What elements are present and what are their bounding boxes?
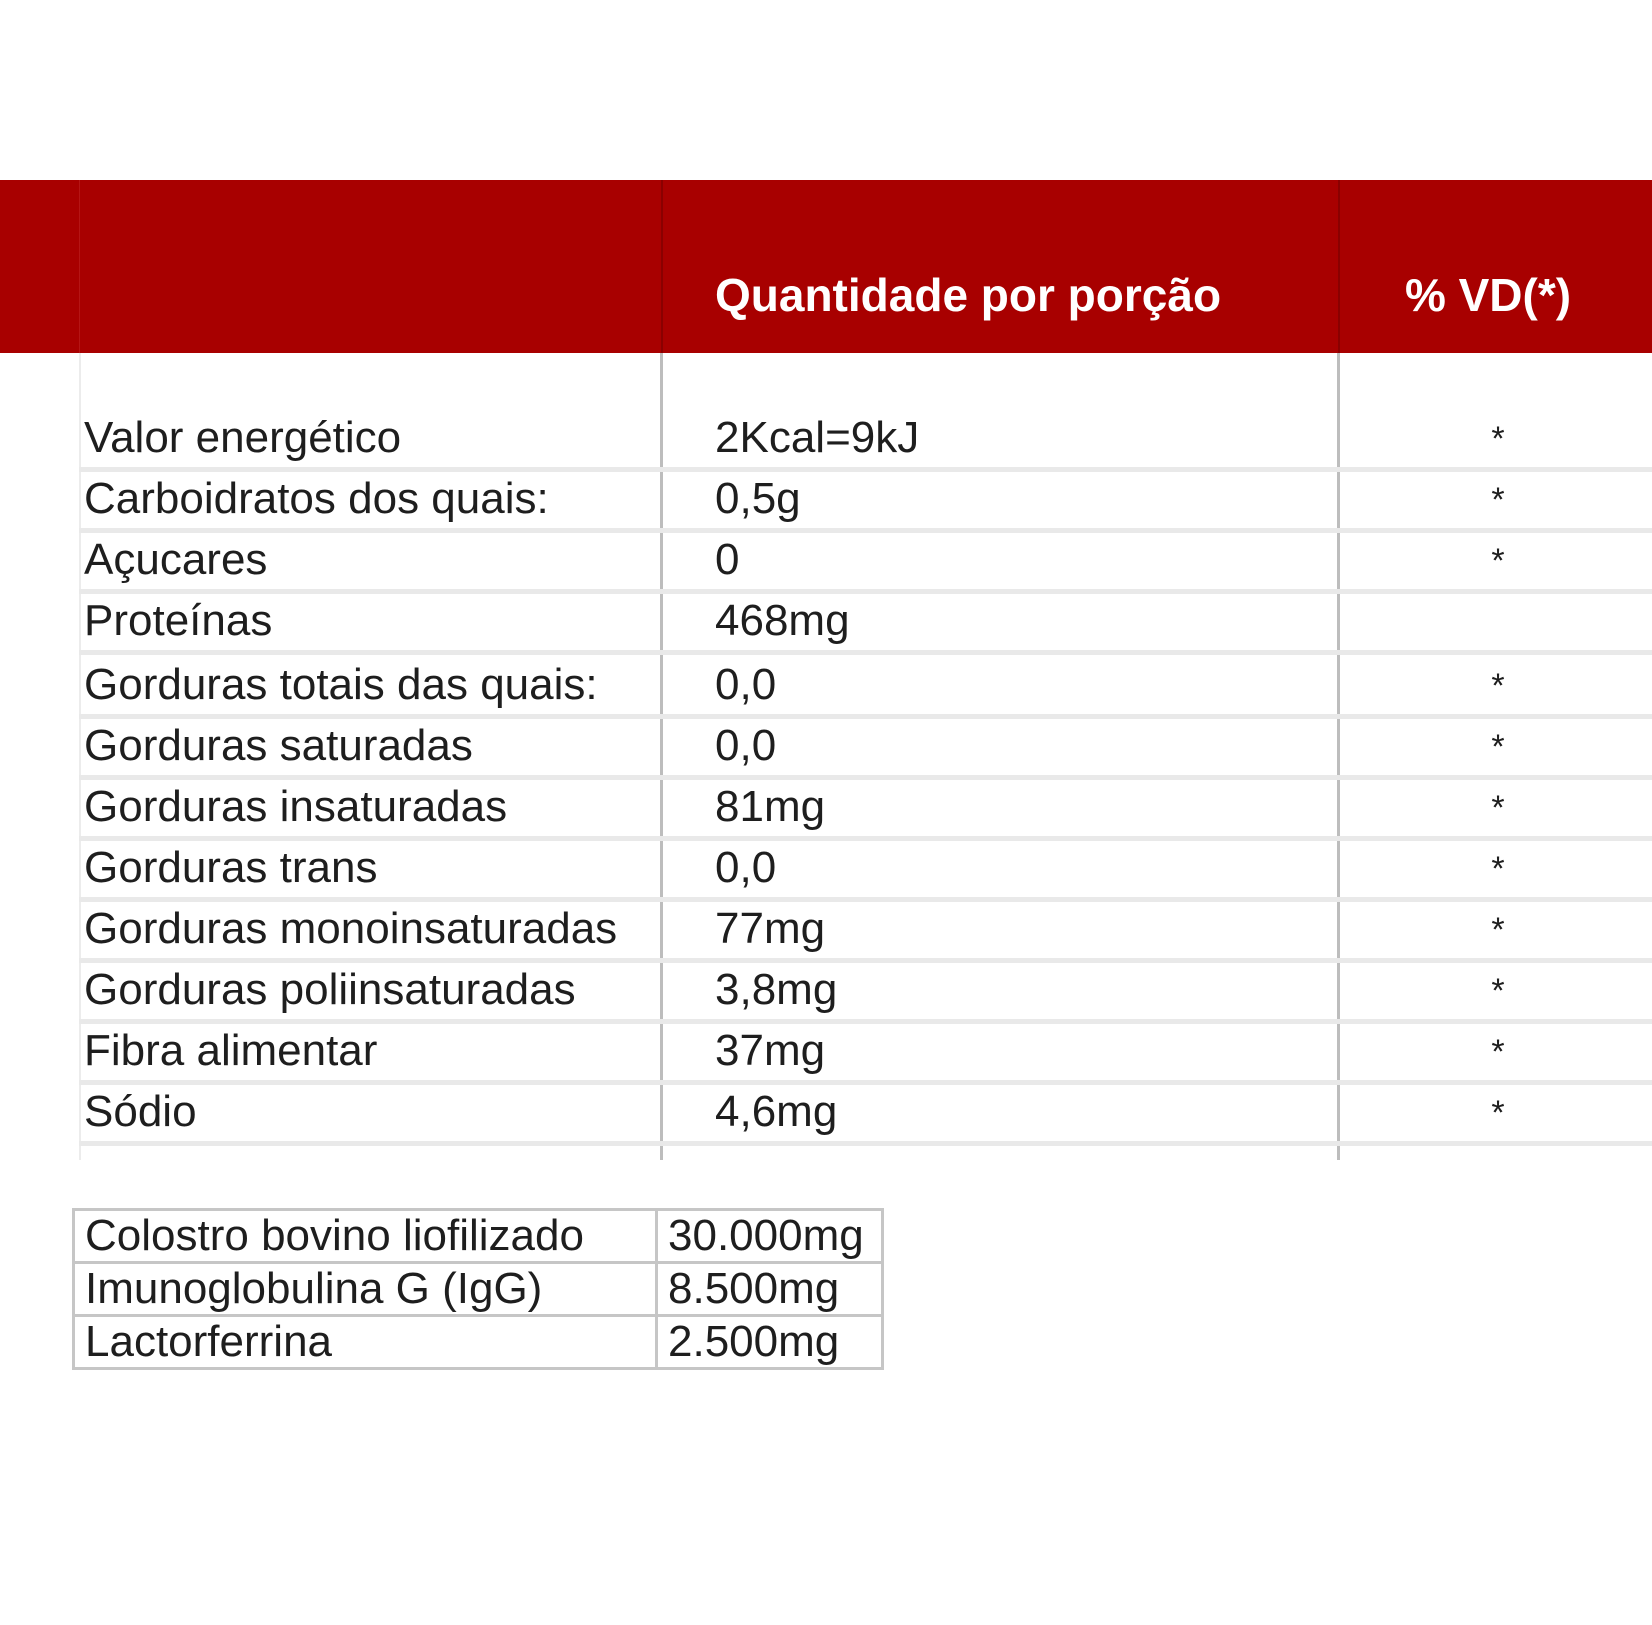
table-row <box>74 1263 883 1316</box>
nutrient-vd: * <box>1491 850 1505 888</box>
nutrient-vd: * <box>1491 542 1505 580</box>
nutrient-quantity: 0,0 <box>715 721 777 770</box>
nutrient-vd: * <box>1491 972 1505 1010</box>
nutrient-name: Gorduras saturadas <box>84 721 473 770</box>
nutrient-quantity: 3,8mg <box>715 965 838 1014</box>
header-divider-vd <box>1338 180 1340 353</box>
table-row <box>79 594 1652 655</box>
table-row <box>79 1085 1652 1146</box>
table-row <box>79 472 1652 533</box>
nutrient-name: Gorduras poliinsaturadas <box>84 965 576 1014</box>
table-row <box>79 780 1652 841</box>
nutrient-quantity: 0,0 <box>715 660 777 709</box>
table-row <box>79 411 1652 472</box>
nutrient-vd: * <box>1491 667 1505 705</box>
nutrient-vd: * <box>1491 1094 1505 1132</box>
nutrient-name: Gorduras insaturadas <box>84 782 508 831</box>
nutrient-name: Gorduras trans <box>84 843 378 892</box>
table-row <box>74 1210 883 1263</box>
nutrient-quantity: 0,5g <box>715 474 801 523</box>
vd-column-header: % VD(*) <box>1404 269 1572 321</box>
ingredient-quantity: 30.000mg <box>657 1210 883 1263</box>
nutrient-name: Valor energético <box>84 413 402 462</box>
nutrient-vd: * <box>1491 789 1505 827</box>
header-divider-left <box>79 180 80 353</box>
table-row <box>79 533 1652 594</box>
table-row <box>79 902 1652 963</box>
ingredient-quantity: 2.500mg <box>657 1316 883 1369</box>
nutrient-quantity: 2Kcal=9kJ <box>715 413 920 462</box>
table-row <box>79 719 1652 780</box>
nutrient-quantity: 81mg <box>715 782 826 831</box>
nutrient-vd: * <box>1491 481 1505 519</box>
composition-table <box>72 1208 884 1370</box>
ingredient-quantity: 8.500mg <box>657 1263 883 1316</box>
ingredient-name: Imunoglobulina G (IgG) <box>74 1263 657 1316</box>
table-row <box>74 1316 883 1369</box>
nutrient-quantity: 468mg <box>715 596 850 645</box>
ingredient-name: Colostro bovino liofilizado <box>74 1210 657 1263</box>
table-row <box>79 1024 1652 1085</box>
nutrient-quantity: 0 <box>715 535 740 584</box>
nutrient-quantity: 77mg <box>715 904 826 953</box>
header-divider-quantity <box>661 180 663 353</box>
ingredient-name: Lactorferrina <box>74 1316 657 1369</box>
nutrient-quantity: 0,0 <box>715 843 777 892</box>
table-row <box>79 841 1652 902</box>
quantity-column-header: Quantidade por porção <box>715 269 1222 321</box>
nutrient-vd: * <box>1491 1033 1505 1071</box>
nutrient-name: Proteínas <box>84 596 273 645</box>
nutrient-quantity: 4,6mg <box>715 1087 838 1136</box>
nutrient-vd: * <box>1491 728 1505 766</box>
nutrient-vd: * <box>1491 420 1505 458</box>
nutrient-name: Gorduras totais das quais: <box>84 660 598 709</box>
table-row <box>79 658 1652 719</box>
nutrition-table-body <box>0 353 1652 1160</box>
nutrient-name: Açucares <box>84 535 268 584</box>
nutrient-name: Carboidratos dos quais: <box>84 474 549 523</box>
nutrient-vd: * <box>1491 911 1505 949</box>
nutrient-name: Gorduras monoinsaturadas <box>84 904 618 953</box>
nutrient-quantity: 37mg <box>715 1026 826 1075</box>
nutrient-name: Sódio <box>84 1087 197 1136</box>
nutrition-table-header <box>0 180 1652 353</box>
nutrient-name: Fibra alimentar <box>84 1026 378 1075</box>
table-row <box>79 963 1652 1024</box>
